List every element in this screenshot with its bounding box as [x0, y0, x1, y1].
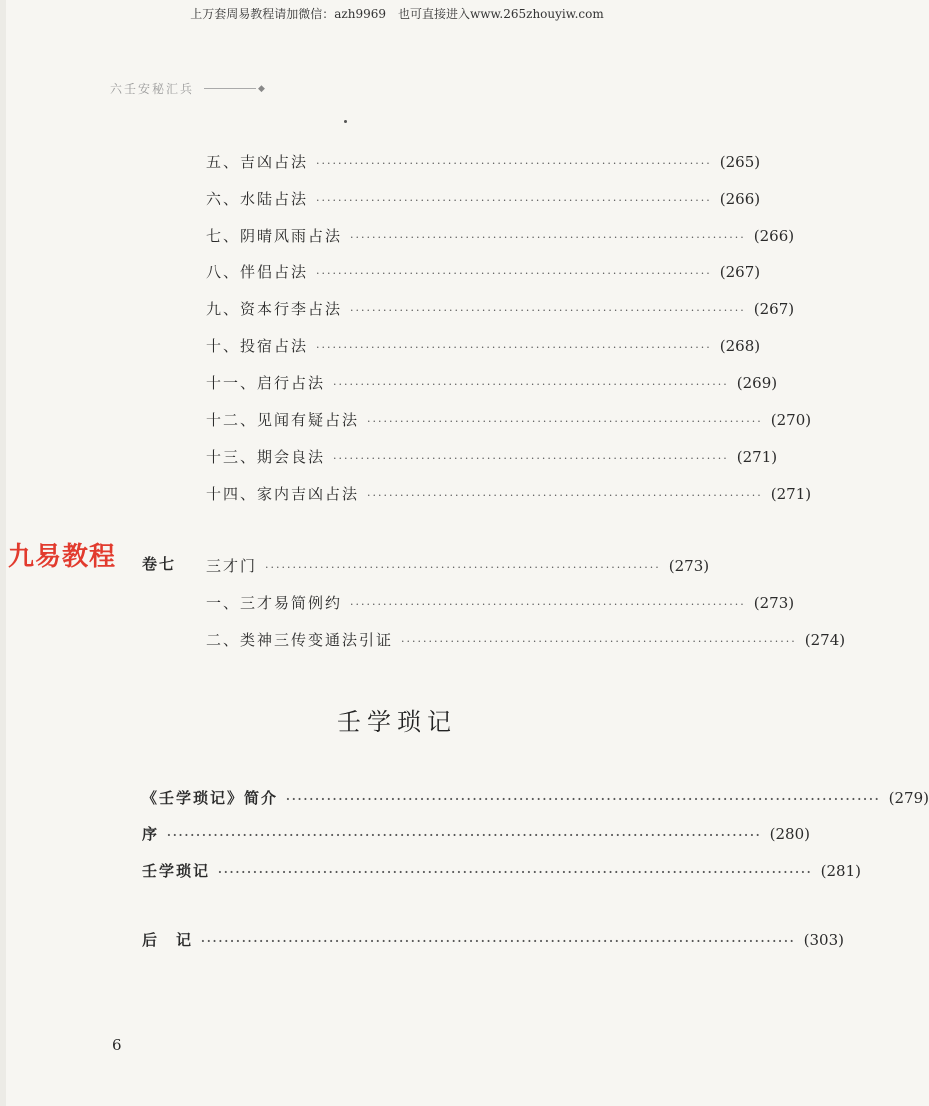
toc-entry[interactable]	[206, 446, 778, 468]
dot-leader: ········································································	[316, 194, 712, 207]
toc-entry-title: 一、三才易简例约	[206, 594, 343, 612]
toc-entry-page: (279)	[888, 789, 929, 807]
toc-entry-page: (267)	[753, 300, 795, 318]
toc-entry-title: 十三、期会良法	[206, 448, 326, 466]
toc-entry-title: 后 记	[142, 931, 194, 949]
top-banner: 上万套周易教程请加微信：azh9969 也可直接进入www.265zhouyiw.com	[190, 7, 604, 21]
dot-leader: ········································································	[367, 489, 763, 502]
toc-entry-page: (303)	[803, 931, 844, 949]
running-head-rule	[204, 88, 256, 89]
toc-entry[interactable]	[206, 629, 846, 651]
running-head	[110, 80, 267, 97]
toc-entry[interactable]	[206, 409, 812, 431]
toc-entry-page: (268)	[719, 337, 761, 355]
volume-label: 卷七	[142, 555, 177, 573]
dot-leader: ······································································································	[167, 829, 762, 842]
toc-entry-title: 七、阴晴风雨占法	[206, 227, 343, 245]
toc-entry-page: (267)	[719, 263, 761, 281]
scan-edge	[0, 0, 6, 1106]
dot-leader: ······································································································	[218, 866, 813, 879]
toc-entry-page: (266)	[719, 190, 761, 208]
dot-leader: ········································································	[316, 267, 712, 280]
running-head-text: 六壬安秘汇兵	[110, 82, 195, 96]
toc-entry-title: 十、投宿占法	[206, 337, 309, 355]
toc-entry-title: 十二、见闻有疑占法	[206, 411, 360, 429]
toc-entry[interactable]	[142, 787, 929, 809]
toc-entry[interactable]	[206, 188, 761, 210]
toc-entry-page: (269)	[736, 374, 778, 392]
dot-leader: ········································································	[265, 561, 661, 574]
toc-entry-page: (280)	[769, 825, 810, 843]
toc-entry-title: 八、伴侣占法	[206, 263, 309, 281]
dot-leader: ······································································································	[286, 793, 881, 806]
toc-entry[interactable]	[142, 823, 810, 845]
dot-leader: ········································································	[350, 231, 746, 244]
dot-leader: ········································································	[333, 452, 729, 465]
toc-entry[interactable]	[206, 372, 778, 394]
toc-entry[interactable]	[206, 225, 795, 247]
dot-leader: ········································································	[316, 157, 712, 170]
toc-entry[interactable]	[206, 298, 795, 320]
toc-entry-page: (273)	[668, 557, 710, 575]
dot-leader: ········································································	[350, 598, 746, 611]
toc-entry-title: 序	[142, 825, 160, 843]
toc-entry-title: 九、资本行李占法	[206, 300, 343, 318]
toc-entry-title: 壬学琐记	[142, 862, 211, 880]
toc-entry-title: 十四、家内吉凶占法	[206, 485, 360, 503]
toc-entry-page: (265)	[719, 153, 761, 171]
dot-leader: ······································································································	[201, 935, 796, 948]
dot-leader: ········································································	[333, 378, 729, 391]
page-number: 6	[112, 1036, 122, 1054]
section-heading: 壬学琐记	[337, 708, 457, 736]
toc-entry-page: (271)	[770, 485, 812, 503]
watermark-logo: 九易教程	[8, 542, 117, 572]
toc-entry[interactable]	[142, 860, 861, 882]
dot-leader: ········································································	[316, 341, 712, 354]
toc-entry[interactable]	[206, 592, 795, 614]
toc-entry[interactable]	[142, 929, 844, 951]
toc-entry-page: (281)	[820, 862, 861, 880]
toc-entry-title: 三才门	[206, 557, 258, 575]
toc-entry[interactable]	[206, 335, 761, 357]
toc-entry-title: 二、类神三传变通法引证	[206, 631, 394, 649]
toc-entry[interactable]	[206, 261, 761, 283]
toc-entry-title: 《壬学琐记》简介	[142, 789, 279, 807]
dot-leader: ········································································	[401, 635, 797, 648]
toc-entry-title: 十一、启行占法	[206, 374, 326, 392]
toc-entry-title: 五、吉凶占法	[206, 153, 309, 171]
toc-entry-page: (274)	[804, 631, 846, 649]
toc-entry[interactable]	[206, 483, 812, 505]
toc-entry-page: (270)	[770, 411, 812, 429]
toc-entry[interactable]	[206, 151, 761, 173]
dot-mark	[344, 120, 347, 123]
dot-leader: ········································································	[350, 304, 746, 317]
toc-entry-page: (273)	[753, 594, 795, 612]
dot-leader: ········································································	[367, 415, 763, 428]
toc-entry[interactable]	[206, 555, 710, 577]
toc-entry-page: (266)	[753, 227, 795, 245]
diamond-icon: ◆	[258, 83, 267, 94]
toc-entry-title: 六、水陆占法	[206, 190, 309, 208]
toc-entry-page: (271)	[736, 448, 778, 466]
